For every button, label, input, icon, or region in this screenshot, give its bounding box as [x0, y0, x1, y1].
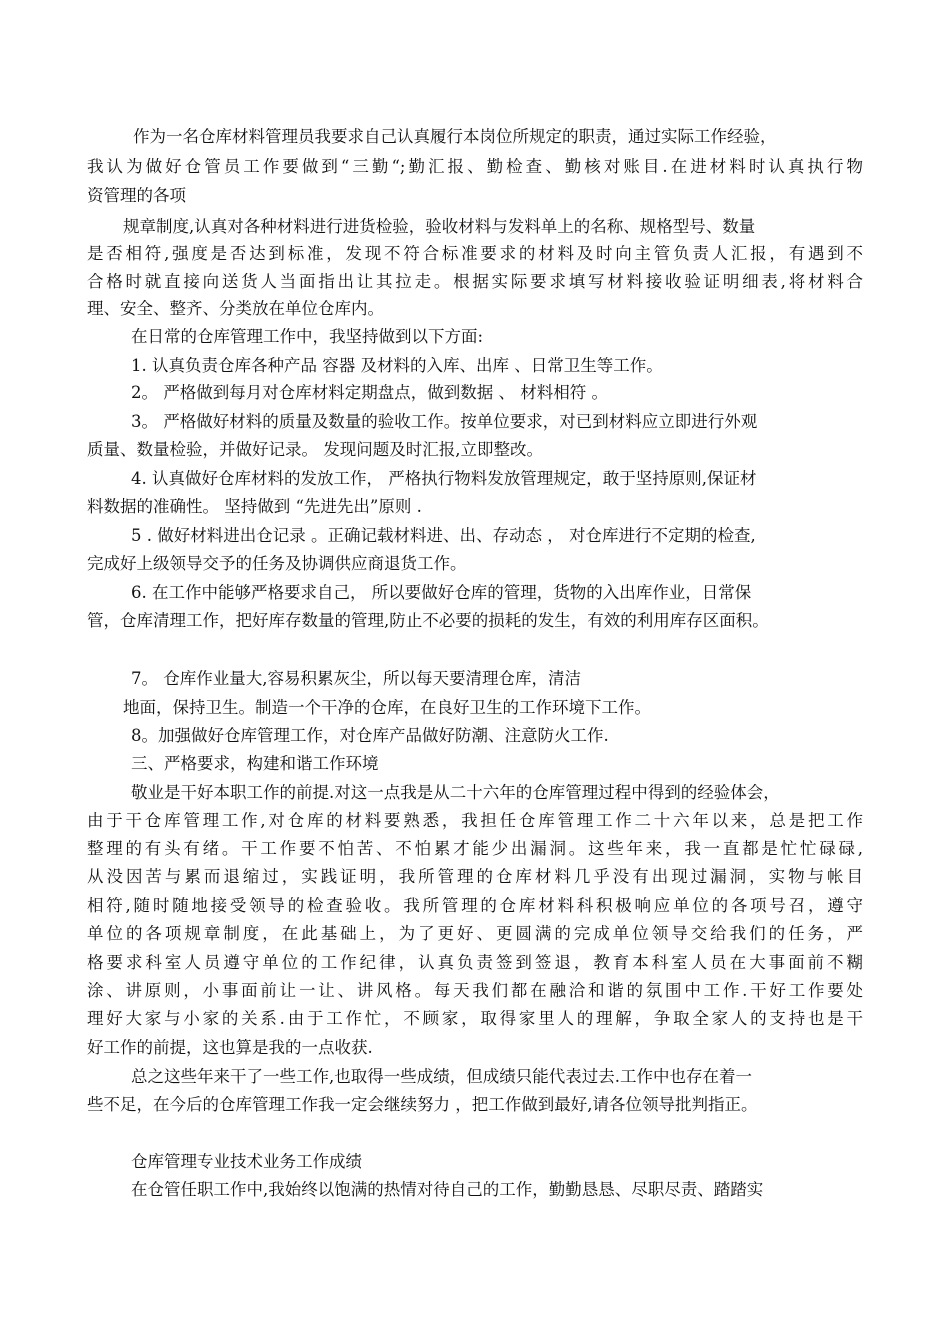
list-item: 7。 仓库作业量大,容易积累灰尘，所以每天要清理仓库，清洁: [131, 669, 581, 688]
text-line: 相符,随时随地接受领导的检查验收。我所管理的仓库材料科积极响应单位的各项号召，遵守: [87, 896, 863, 915]
list-item: 8。加强做好仓库管理工作，对仓库产品做好防潮、注意防火工作.: [131, 726, 609, 745]
list-item: 5 . 做好材料进出仓记录 。正确记载材料进、出、存动态 ， 对仓库进行不定期的检查,: [131, 526, 756, 545]
text-line: 理好大家与小家的关系.由于工作忙，不顾家，取得家里人的理解，争取全家人的支持也是干: [87, 1009, 863, 1028]
text-line: 理、安全、整齐、分类放在单位仓库内。: [87, 299, 384, 318]
text-line: 管，仓库清理工作，把好库存数量的管理,防止不必要的损耗的发生，有效的利用库存区面积。: [87, 611, 769, 630]
text-line: 好工作的前提，这也算是我的一点收获.: [87, 1038, 373, 1057]
text-line: 地面，保持卫生。制造一个干净的仓库，在良好卫生的工作环境下工作。: [123, 698, 651, 717]
text-line: 单位的各项规章制度，在此基础上，为了更好、更圆满的完成单位领导交给我们的任务，严: [87, 924, 863, 943]
list-item: 2。 严格做到每月对仓库材料定期盘点，做到数据 、 材料相符 。: [131, 383, 608, 402]
list-item: 1. 认真负责仓库各种产品 容器 及材料的入库、出库 、日常卫生等工作。: [131, 356, 663, 375]
text-line: 质量、数量检验，并做好记录。 发现问题及时汇报,立即整改。: [87, 440, 543, 459]
text-line: 总之这些年来干了一些工作,也取得一些成绩，但成绩只能代表过去.工作中也存在着一: [131, 1067, 752, 1086]
section-heading: 仓库管理专业技术业务工作成绩: [131, 1152, 362, 1171]
text-line: 是否相符,强度是否达到标准，发现不符合标准要求的材料及时向主管负责人汇报，有遇到不: [87, 244, 863, 263]
text-line: 在日常的仓库管理工作中，我坚持做到以下方面:: [131, 327, 484, 346]
list-item: 6. 在工作中能够严格要求自己， 所以要做好仓库的管理，货物的入出库作业，日常保: [131, 583, 752, 602]
text-line: 格要求科室人员遵守单位的工作纪律，认真负责签到签退，教育本科室人员在大事面前不糊: [87, 953, 863, 972]
text-line: 敬业是干好本职工作的前提.对这一点我是从二十六年的仓库管理过程中得到的经验体会，: [131, 783, 780, 802]
text-line: 完成好上级领导交予的任务及协调供应商退货工作。: [87, 554, 467, 573]
text-line: 在仓管任职工作中,我始终以饱满的热情对待自己的工作，勤勤恳恳、尽职尽责、踏踏实: [131, 1180, 764, 1199]
text-line: 我认为做好仓管员工作要做到“三勤“;勤汇报、勤检查、勤核对账目.在进材料时认真执行物: [87, 157, 863, 176]
text-line: 由于干仓库管理工作,对仓库的材料要熟悉，我担任仓库管理工作二十六年以来，总是把工作: [87, 811, 863, 830]
list-item: 3。 严格做好材料的质量及数量的验收工作。按单位要求，对已到材料应立即进行外观: [131, 412, 758, 431]
text-line: 从没因苦与累而退缩过，实践证明，我所管理的仓库材料几乎没有出现过漏洞，实物与帐目: [87, 867, 863, 886]
text-line: 些不足，在今后的仓库管理工作我一定会继续努力 ，把工作做到最好,请各位领导批判指正。: [87, 1095, 758, 1114]
text-line: 规章制度,认真对各种材料进行进货检验，验收材料与发料单上的名称、规格型号、数量: [123, 217, 756, 236]
text-line: 合格时就直接向送货人当面指出让其拉走。根据实际要求填写材料接收验证明细表,将材料合: [87, 272, 863, 291]
text-line: 料数据的准确性。 坚持做到 “先进先出”原则 .: [87, 497, 422, 516]
list-item: 4. 认真做好仓库材料的发放工作， 严格执行物料发放管理规定，敢于坚持原则,保证材: [131, 469, 757, 488]
text-line: 涂、讲原则，小事面前让一让、讲风格。每天我们都在融洽和谐的氛围中工作.干好工作要处: [87, 981, 863, 1000]
text-line: 资管理的各项: [87, 186, 186, 205]
section-heading: 三、严格要求，构建和谐工作环境: [131, 754, 379, 773]
text-line: 整理的有头有绪。干工作要不怕苦、不怕累才能少出漏洞。这些年来，我一直都是忙忙碌碌,: [87, 839, 863, 858]
text-line: 作为一名仓库材料管理员我要求自己认真履行本岗位所规定的职责，通过实际工作经验，: [133, 127, 777, 146]
